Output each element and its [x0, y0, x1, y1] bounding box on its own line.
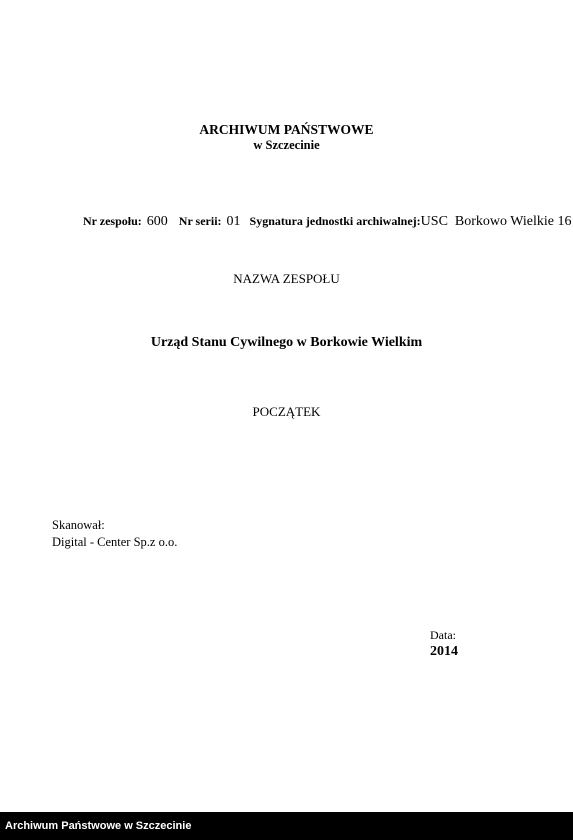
date-value: 2014	[430, 644, 458, 659]
series-number-label: Nr serii:	[178, 214, 222, 228]
footer-bar	[0, 812, 573, 840]
fonds-heading: NAZWA ZESPOŁU	[233, 271, 340, 286]
signature-value: USC Borkowo Wielkie 16	[420, 214, 572, 229]
footer-caption: Archiwum Państwowe w Szczecinie	[5, 820, 192, 832]
series-number-value: 01	[226, 214, 241, 229]
zespol-number-label: Nr zespołu:	[83, 214, 142, 228]
document-status: POCZĄTEK	[252, 404, 321, 419]
archive-city: w Szczecinie	[253, 138, 320, 152]
signature-label: Sygnatura jednostki archiwalnej:	[249, 214, 421, 228]
zespol-number-value: 600	[146, 214, 168, 229]
date-label: Data:	[430, 628, 456, 642]
scanning-company: Digital - Center Sp.z o.o.	[52, 535, 178, 549]
archive-title: ARCHIWUM PAŃSTWOWE	[199, 122, 374, 137]
scanned-by-label: Skanował:	[52, 518, 105, 532]
fonds-name: Urząd Stanu Cywilnego w Borkowie Wielkim	[150, 335, 423, 350]
metadata-row	[83, 214, 572, 230]
